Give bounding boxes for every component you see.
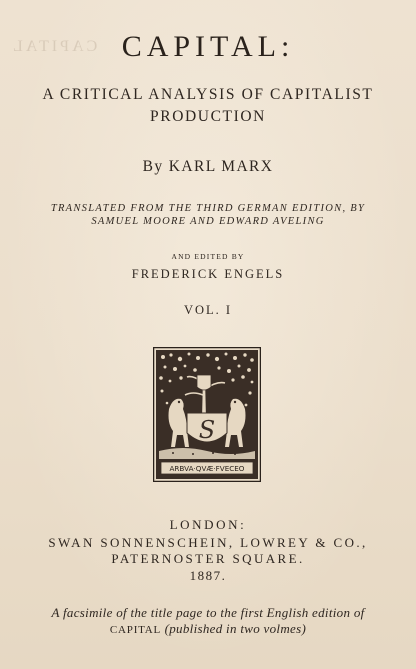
translation-line-1: TRANSLATED FROM THE THIRD GERMAN EDITION, BY [50,203,366,214]
volume-label: VOL. I [183,303,233,317]
edited-by-label: AND EDITED BY [171,252,245,261]
editor-name: FREDERICK ENGELS [131,267,285,281]
byline [0,158,416,176]
subtitle-line-2: PRODUCTION [150,108,266,125]
imprint-year: 1887. [189,568,227,583]
imprint-place: LONDON: [169,517,247,532]
author-name: KARL MARX [168,158,274,175]
monogram-letter: S [198,416,216,444]
imprint-publisher: SWAN SONNENSCHEIN, LOWREY & CO., [48,535,368,550]
caption-book-word: CAPITAL [109,624,162,636]
subtitle-line-1: A CRITICAL ANALYSIS OF CAPITALIST [42,86,374,103]
device-motto: ARBVA·QVÆ·FVECEO [169,464,245,473]
bleed-through-text: CAPITAL [10,38,98,55]
book-title: CAPITAL: [121,30,295,63]
imprint-address: PATERNOSTER SQUARE. [111,551,305,566]
translation-line-2: SAMUEL MOORE AND EDWARD AVELING [91,216,325,227]
caption-line-2 [0,621,416,637]
caption-line-1: A facsimile of the title page to the first English edition of [51,605,365,620]
caption-rest: (published in two volmes) [161,621,307,636]
byline-prefix: By [142,158,164,175]
printers-device-woodcut [153,347,261,482]
